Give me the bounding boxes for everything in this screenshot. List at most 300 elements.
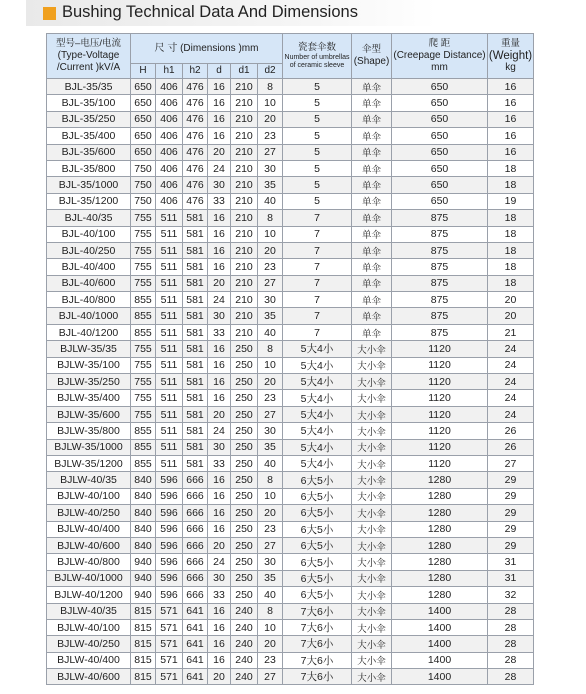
cell-type: BJLW-40/800 xyxy=(47,554,131,570)
cell-type: BJLW-40/600 xyxy=(47,537,131,553)
umbrellas-header-en2: of ceramic sleeve xyxy=(289,62,345,69)
cell-h2: 476 xyxy=(183,128,208,144)
cell-h2: 666 xyxy=(183,537,208,553)
table-row xyxy=(47,652,534,668)
cell-weight: 28 xyxy=(488,603,534,619)
weight-header-en: (Weight) xyxy=(488,50,533,62)
cell-d: 16 xyxy=(208,488,231,504)
cell-umbrellas: 7 xyxy=(283,275,352,291)
cell-d: 16 xyxy=(208,259,231,275)
cell-d: 16 xyxy=(208,242,231,258)
cell-d: 20 xyxy=(208,537,231,553)
table-row xyxy=(47,406,534,422)
cell-d1: 250 xyxy=(231,505,258,521)
cell-d2: 23 xyxy=(258,652,283,668)
cell-weight: 18 xyxy=(488,160,534,176)
table-row xyxy=(47,357,534,373)
cell-type: BJLW-40/1200 xyxy=(47,587,131,603)
col-header-h1: h1 xyxy=(156,64,183,79)
cell-creepage: 875 xyxy=(392,292,488,308)
cell-h2: 581 xyxy=(183,390,208,406)
cell-h2: 581 xyxy=(183,210,208,226)
shape-header-cn: 伞型 xyxy=(361,44,381,55)
cell-umbrellas: 7 xyxy=(283,259,352,275)
cell-d2: 23 xyxy=(258,259,283,275)
cell-h1: 511 xyxy=(156,292,183,308)
cell-umbrellas: 5大4小 xyxy=(283,341,352,357)
table-row xyxy=(47,95,534,111)
cell-type: BJLW-35/250 xyxy=(47,374,131,390)
cell-d: 20 xyxy=(208,669,231,685)
table-row xyxy=(47,390,534,406)
cell-d1: 250 xyxy=(231,423,258,439)
cell-d1: 210 xyxy=(231,144,258,160)
cell-shape: 大小伞 xyxy=(352,488,392,504)
cell-H: 750 xyxy=(131,160,156,176)
cell-d: 16 xyxy=(208,357,231,373)
cell-d1: 210 xyxy=(231,324,258,340)
cell-weight: 20 xyxy=(488,308,534,324)
cell-shape: 大小伞 xyxy=(352,439,392,455)
cell-H: 815 xyxy=(131,652,156,668)
cell-H: 750 xyxy=(131,177,156,193)
cell-shape: 大小伞 xyxy=(352,472,392,488)
cell-H: 840 xyxy=(131,505,156,521)
cell-shape: 大小伞 xyxy=(352,423,392,439)
cell-weight: 29 xyxy=(488,505,534,521)
cell-d1: 250 xyxy=(231,455,258,471)
cell-d: 16 xyxy=(208,79,231,95)
cell-weight: 28 xyxy=(488,669,534,685)
cell-shape: 单伞 xyxy=(352,242,392,258)
col-header-h2: h2 xyxy=(183,64,208,79)
cell-d2: 35 xyxy=(258,177,283,193)
table-row xyxy=(47,603,534,619)
cell-d: 16 xyxy=(208,505,231,521)
cell-d1: 250 xyxy=(231,439,258,455)
cell-creepage: 650 xyxy=(392,79,488,95)
cell-d2: 30 xyxy=(258,554,283,570)
cell-weight: 24 xyxy=(488,390,534,406)
cell-shape: 单伞 xyxy=(352,226,392,242)
table-row xyxy=(47,374,534,390)
cell-creepage: 1400 xyxy=(392,652,488,668)
table-row xyxy=(47,242,534,258)
cell-H: 940 xyxy=(131,554,156,570)
cell-weight: 28 xyxy=(488,619,534,635)
umbrellas-header-cn: 瓷套伞数 xyxy=(297,42,336,53)
col-header-d2: d2 xyxy=(258,64,283,79)
cell-d2: 40 xyxy=(258,193,283,209)
cell-umbrellas: 7 xyxy=(283,226,352,242)
table-row xyxy=(47,79,534,95)
cell-h1: 406 xyxy=(156,177,183,193)
cell-umbrellas: 5 xyxy=(283,160,352,176)
cell-d: 24 xyxy=(208,554,231,570)
table-row xyxy=(47,259,534,275)
cell-d1: 210 xyxy=(231,259,258,275)
cell-d1: 250 xyxy=(231,390,258,406)
cell-umbrellas: 5大4小 xyxy=(283,390,352,406)
cell-H: 840 xyxy=(131,537,156,553)
cell-umbrellas: 5大4小 xyxy=(283,374,352,390)
cell-creepage: 1280 xyxy=(392,537,488,553)
cell-d: 33 xyxy=(208,193,231,209)
table-row xyxy=(47,472,534,488)
cell-d2: 27 xyxy=(258,275,283,291)
cell-weight: 16 xyxy=(488,95,534,111)
cell-d1: 210 xyxy=(231,95,258,111)
cell-shape: 大小伞 xyxy=(352,619,392,635)
cell-d2: 8 xyxy=(258,341,283,357)
cell-umbrellas: 7 xyxy=(283,324,352,340)
col-header-d1: d1 xyxy=(231,64,258,79)
cell-creepage: 650 xyxy=(392,95,488,111)
cell-d: 20 xyxy=(208,275,231,291)
cell-creepage: 1120 xyxy=(392,406,488,422)
umbrellas-header xyxy=(283,34,352,79)
cell-type: BJLW-35/35 xyxy=(47,341,131,357)
cell-d1: 210 xyxy=(231,193,258,209)
cell-H: 650 xyxy=(131,128,156,144)
cell-weight: 18 xyxy=(488,226,534,242)
creepage-header-cn: 爬 距 xyxy=(428,38,451,49)
cell-h1: 511 xyxy=(156,210,183,226)
cell-type: BJL-35/600 xyxy=(47,144,131,160)
cell-h2: 666 xyxy=(183,587,208,603)
cell-shape: 单伞 xyxy=(352,95,392,111)
cell-d2: 27 xyxy=(258,537,283,553)
cell-d1: 210 xyxy=(231,128,258,144)
cell-h1: 571 xyxy=(156,652,183,668)
cell-d2: 27 xyxy=(258,406,283,422)
cell-d2: 10 xyxy=(258,488,283,504)
cell-type: BJLW-40/400 xyxy=(47,521,131,537)
cell-type: BJL-35/800 xyxy=(47,160,131,176)
cell-h2: 476 xyxy=(183,160,208,176)
cell-d1: 250 xyxy=(231,554,258,570)
cell-h2: 641 xyxy=(183,619,208,635)
table-row xyxy=(47,144,534,160)
cell-umbrellas: 7 xyxy=(283,308,352,324)
table-row xyxy=(47,636,534,652)
cell-d2: 23 xyxy=(258,128,283,144)
cell-type: BJLW-35/1000 xyxy=(47,439,131,455)
cell-shape: 大小伞 xyxy=(352,570,392,586)
cell-d: 16 xyxy=(208,636,231,652)
type-header-cn: 型号–电压/电流 xyxy=(56,38,121,49)
cell-weight: 29 xyxy=(488,472,534,488)
cell-d: 20 xyxy=(208,406,231,422)
cell-creepage: 1120 xyxy=(392,374,488,390)
cell-d: 30 xyxy=(208,177,231,193)
cell-umbrellas: 7大6小 xyxy=(283,603,352,619)
table-row xyxy=(47,537,534,553)
cell-d1: 210 xyxy=(231,160,258,176)
cell-H: 755 xyxy=(131,374,156,390)
type-header-en1: (Type-Voltage xyxy=(57,50,120,61)
cell-H: 755 xyxy=(131,390,156,406)
cell-creepage: 875 xyxy=(392,324,488,340)
creepage-header-en: (Creepage Distance) xyxy=(393,50,486,61)
cell-d2: 20 xyxy=(258,636,283,652)
cell-h2: 581 xyxy=(183,308,208,324)
cell-h2: 581 xyxy=(183,439,208,455)
cell-d: 16 xyxy=(208,390,231,406)
cell-shape: 单伞 xyxy=(352,292,392,308)
cell-d2: 20 xyxy=(258,374,283,390)
cell-d1: 250 xyxy=(231,472,258,488)
cell-creepage: 650 xyxy=(392,193,488,209)
cell-creepage: 875 xyxy=(392,308,488,324)
cell-d1: 240 xyxy=(231,669,258,685)
cell-umbrellas: 5 xyxy=(283,111,352,127)
cell-H: 650 xyxy=(131,95,156,111)
cell-type: BJL-35/250 xyxy=(47,111,131,127)
cell-d2: 30 xyxy=(258,423,283,439)
cell-shape: 大小伞 xyxy=(352,406,392,422)
cell-creepage: 875 xyxy=(392,259,488,275)
cell-h1: 511 xyxy=(156,226,183,242)
cell-H: 755 xyxy=(131,275,156,291)
cell-shape: 单伞 xyxy=(352,177,392,193)
cell-type: BJL-35/400 xyxy=(47,128,131,144)
cell-shape: 单伞 xyxy=(352,308,392,324)
cell-umbrellas: 6大5小 xyxy=(283,570,352,586)
cell-d: 16 xyxy=(208,226,231,242)
cell-type: BJLW-40/100 xyxy=(47,488,131,504)
cell-h1: 596 xyxy=(156,570,183,586)
cell-creepage: 1280 xyxy=(392,587,488,603)
cell-shape: 单伞 xyxy=(352,324,392,340)
cell-umbrellas: 6大5小 xyxy=(283,488,352,504)
cell-shape: 大小伞 xyxy=(352,603,392,619)
table-row xyxy=(47,570,534,586)
cell-creepage: 650 xyxy=(392,144,488,160)
cell-umbrellas: 7大6小 xyxy=(283,669,352,685)
cell-creepage: 1280 xyxy=(392,521,488,537)
cell-d2: 10 xyxy=(258,619,283,635)
cell-creepage: 650 xyxy=(392,128,488,144)
cell-d2: 40 xyxy=(258,587,283,603)
cell-umbrellas: 5大4小 xyxy=(283,439,352,455)
cell-h2: 581 xyxy=(183,341,208,357)
cell-H: 755 xyxy=(131,357,156,373)
cell-d2: 35 xyxy=(258,439,283,455)
cell-creepage: 875 xyxy=(392,275,488,291)
cell-d: 16 xyxy=(208,95,231,111)
cell-d: 33 xyxy=(208,455,231,471)
cell-H: 940 xyxy=(131,570,156,586)
cell-type: BJLW-40/35 xyxy=(47,603,131,619)
cell-shape: 单伞 xyxy=(352,79,392,95)
cell-umbrellas: 7大6小 xyxy=(283,619,352,635)
cell-umbrellas: 7大6小 xyxy=(283,636,352,652)
cell-creepage: 1280 xyxy=(392,472,488,488)
cell-weight: 29 xyxy=(488,488,534,504)
cell-h1: 571 xyxy=(156,619,183,635)
cell-d1: 240 xyxy=(231,636,258,652)
cell-shape: 大小伞 xyxy=(352,390,392,406)
cell-type: BJLW-35/100 xyxy=(47,357,131,373)
cell-H: 840 xyxy=(131,488,156,504)
cell-d: 24 xyxy=(208,292,231,308)
cell-type: BJLW-35/400 xyxy=(47,390,131,406)
table-row xyxy=(47,439,534,455)
cell-type: BJL-40/600 xyxy=(47,275,131,291)
cell-d2: 23 xyxy=(258,521,283,537)
cell-creepage: 650 xyxy=(392,177,488,193)
cell-shape: 大小伞 xyxy=(352,505,392,521)
cell-umbrellas: 5大4小 xyxy=(283,455,352,471)
cell-h2: 476 xyxy=(183,79,208,95)
table-row xyxy=(47,488,534,504)
cell-H: 755 xyxy=(131,226,156,242)
cell-weight: 28 xyxy=(488,636,534,652)
cell-creepage: 875 xyxy=(392,242,488,258)
cell-H: 840 xyxy=(131,472,156,488)
cell-d: 16 xyxy=(208,521,231,537)
cell-h1: 511 xyxy=(156,406,183,422)
cell-umbrellas: 5 xyxy=(283,128,352,144)
cell-weight: 29 xyxy=(488,537,534,553)
creepage-header xyxy=(392,34,488,79)
cell-h1: 511 xyxy=(156,390,183,406)
cell-weight: 24 xyxy=(488,374,534,390)
cell-h1: 596 xyxy=(156,488,183,504)
cell-d1: 250 xyxy=(231,587,258,603)
cell-H: 815 xyxy=(131,619,156,635)
cell-d2: 20 xyxy=(258,111,283,127)
cell-umbrellas: 6大5小 xyxy=(283,587,352,603)
cell-weight: 16 xyxy=(488,144,534,160)
cell-creepage: 875 xyxy=(392,226,488,242)
cell-d1: 250 xyxy=(231,374,258,390)
cell-h1: 571 xyxy=(156,669,183,685)
cell-d1: 240 xyxy=(231,603,258,619)
cell-H: 650 xyxy=(131,144,156,160)
cell-shape: 大小伞 xyxy=(352,521,392,537)
cell-H: 855 xyxy=(131,324,156,340)
cell-creepage: 650 xyxy=(392,111,488,127)
cell-h1: 406 xyxy=(156,128,183,144)
cell-type: BJLW-40/250 xyxy=(47,505,131,521)
cell-h1: 511 xyxy=(156,275,183,291)
cell-H: 840 xyxy=(131,521,156,537)
cell-H: 815 xyxy=(131,669,156,685)
cell-h2: 581 xyxy=(183,226,208,242)
cell-d: 20 xyxy=(208,144,231,160)
cell-H: 855 xyxy=(131,292,156,308)
cell-h1: 596 xyxy=(156,587,183,603)
cell-h1: 596 xyxy=(156,521,183,537)
cell-H: 855 xyxy=(131,439,156,455)
shape-header xyxy=(352,34,392,79)
col-header-d: d xyxy=(208,64,231,79)
cell-d2: 8 xyxy=(258,210,283,226)
cell-umbrellas: 5 xyxy=(283,193,352,209)
cell-creepage: 1120 xyxy=(392,455,488,471)
type-header xyxy=(47,34,131,79)
cell-H: 755 xyxy=(131,341,156,357)
cell-d: 16 xyxy=(208,603,231,619)
cell-type: BJLW-40/35 xyxy=(47,472,131,488)
cell-shape: 单伞 xyxy=(352,160,392,176)
cell-h2: 666 xyxy=(183,472,208,488)
cell-creepage: 1120 xyxy=(392,439,488,455)
cell-type: BJL-40/35 xyxy=(47,210,131,226)
cell-H: 755 xyxy=(131,210,156,226)
cell-weight: 16 xyxy=(488,111,534,127)
cell-umbrellas: 5 xyxy=(283,144,352,160)
cell-umbrellas: 6大5小 xyxy=(283,472,352,488)
cell-H: 815 xyxy=(131,636,156,652)
cell-h2: 476 xyxy=(183,111,208,127)
cell-h2: 581 xyxy=(183,406,208,422)
table-row xyxy=(47,111,534,127)
orange-square-icon xyxy=(43,7,56,20)
weight-header-cn: 重量 xyxy=(500,38,520,49)
cell-d2: 35 xyxy=(258,308,283,324)
table-row xyxy=(47,292,534,308)
cell-h1: 511 xyxy=(156,259,183,275)
cell-weight: 19 xyxy=(488,193,534,209)
cell-d1: 250 xyxy=(231,488,258,504)
table-row xyxy=(47,324,534,340)
cell-d1: 210 xyxy=(231,210,258,226)
table-row xyxy=(47,455,534,471)
cell-umbrellas: 5大4小 xyxy=(283,406,352,422)
cell-shape: 大小伞 xyxy=(352,636,392,652)
dimensions-header: 尺 寸 (Dimensions )mm xyxy=(131,34,283,64)
cell-h2: 581 xyxy=(183,374,208,390)
cell-weight: 20 xyxy=(488,292,534,308)
cell-weight: 18 xyxy=(488,275,534,291)
cell-weight: 29 xyxy=(488,521,534,537)
cell-h1: 511 xyxy=(156,308,183,324)
cell-h1: 511 xyxy=(156,374,183,390)
cell-weight: 18 xyxy=(488,259,534,275)
cell-h1: 511 xyxy=(156,455,183,471)
weight-header xyxy=(488,34,534,79)
cell-h1: 596 xyxy=(156,505,183,521)
cell-creepage: 1400 xyxy=(392,669,488,685)
bushing-data-table xyxy=(46,33,534,685)
cell-type: BJL-40/1200 xyxy=(47,324,131,340)
cell-d: 30 xyxy=(208,570,231,586)
cell-h2: 581 xyxy=(183,275,208,291)
cell-d: 30 xyxy=(208,439,231,455)
cell-type: BJL-35/35 xyxy=(47,79,131,95)
cell-d: 24 xyxy=(208,423,231,439)
type-header-en2: /Current )kV/A xyxy=(56,62,121,73)
cell-d2: 10 xyxy=(258,95,283,111)
cell-H: 755 xyxy=(131,242,156,258)
cell-h2: 581 xyxy=(183,242,208,258)
cell-shape: 单伞 xyxy=(352,275,392,291)
table-row xyxy=(47,275,534,291)
cell-h2: 476 xyxy=(183,177,208,193)
cell-h2: 581 xyxy=(183,259,208,275)
cell-h2: 666 xyxy=(183,505,208,521)
cell-shape: 大小伞 xyxy=(352,374,392,390)
cell-d: 16 xyxy=(208,374,231,390)
cell-h1: 406 xyxy=(156,160,183,176)
cell-d2: 20 xyxy=(258,505,283,521)
cell-h2: 476 xyxy=(183,193,208,209)
cell-type: BJL-40/1000 xyxy=(47,308,131,324)
cell-d1: 250 xyxy=(231,521,258,537)
